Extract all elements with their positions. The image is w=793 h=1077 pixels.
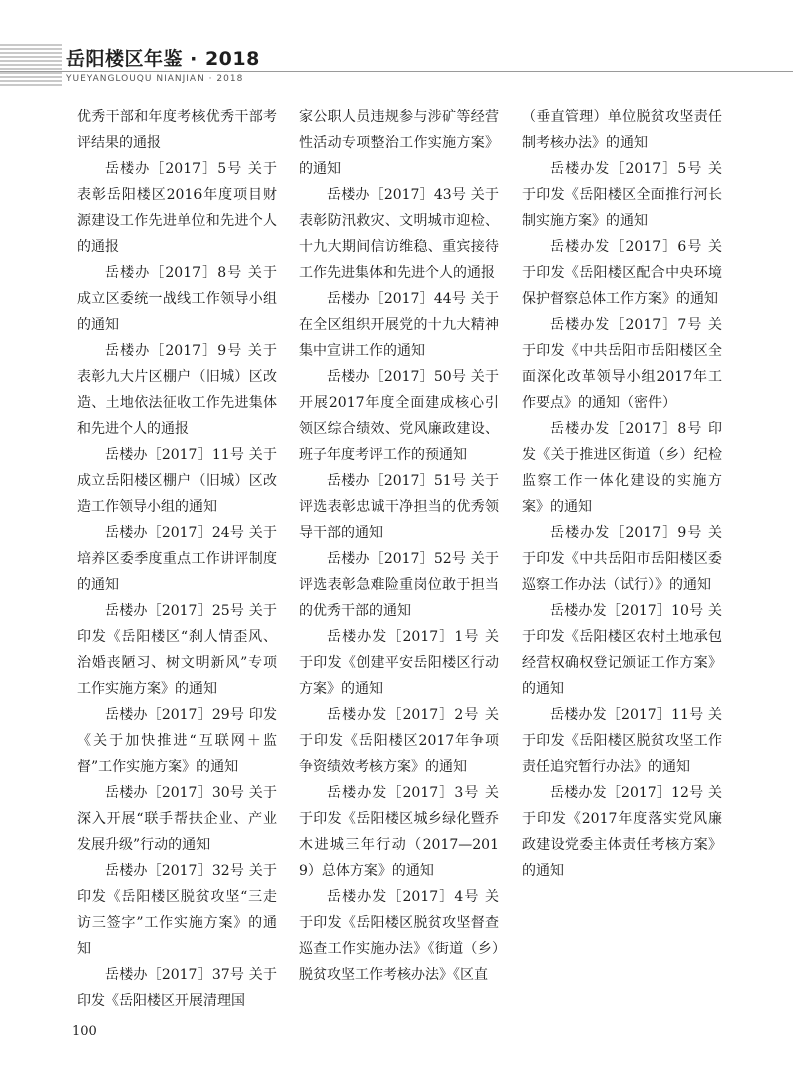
document-entry: 岳楼办发［2017］1号 关于印发《创建平安岳阳楼区行动方案》的通知 [299,629,499,697]
document-entry: 岳楼办［2017］30号 关于深入开展“联手帮扶企业、产业发展升级”行动的通知 [77,785,277,853]
text-column-1 [77,104,277,1014]
document-entry-continuation: （垂直管理）单位脱贫攻坚责任制考核办法》的通知 [522,109,722,151]
text-column-2 [299,104,499,988]
running-header-title: 岳阳楼区年鉴 · 2018 [66,48,260,70]
document-entry: 岳楼办发［2017］3号 关于印发《岳阳楼区城乡绿化暨乔木进城三年行动（2017—2019）总体方案》的通知 [299,785,499,879]
document-entry: 岳楼办［2017］9号 关于表彰九大片区棚户（旧城）区改造、土地依法征收工作先进集体和先进个人的通报 [77,343,277,437]
document-entry: 岳楼办发［2017］6号 关于印发《岳阳楼区配合中央环境保护督察总体工作方案》的通知 [522,239,722,307]
document-entry: 岳楼办［2017］24号 关于培养区委季度重点工作讲评制度的通知 [77,525,277,593]
document-entry: 岳楼办［2017］5号 关于表彰岳阳楼区2016年度项目财源建设工作先进单位和先进个人的通报 [77,161,277,255]
document-entry: 岳楼办［2017］44号 关于在全区组织开展党的十九大精神集中宣讲工作的通知 [299,291,499,359]
document-entry: 岳楼办［2017］50号 关于开展2017年度全面建成核心引领区综合绩效、党风廉政建设、班子年度考评工作的预通知 [299,369,499,463]
document-entry-continuation: 家公职人员违规参与涉矿等经营性活动专项整治工作实施方案》的通知 [299,109,499,177]
page-number: 100 [72,1024,97,1039]
document-entry-continuation: 优秀干部和年度考核优秀干部考评结果的通报 [77,109,277,151]
document-entry: 岳楼办［2017］51号 关于评选表彰忠诚干净担当的优秀领导干部的通知 [299,473,499,541]
document-entry: 岳楼办发［2017］9号 关于印发《中共岳阳市岳阳楼区委巡察工作办法（试行）》的通知 [522,525,722,593]
text-column-3 [522,104,722,884]
document-entry: 岳楼办［2017］37号 关于印发《岳阳楼区开展清理国 [77,967,277,1009]
document-entry: 岳楼办［2017］8号 关于成立区委统一战线工作领导小组的通知 [77,265,277,333]
header-stripes-decoration [0,44,62,88]
header-divider [0,71,793,72]
document-entry: 岳楼办［2017］32号 关于印发《岳阳楼区脱贫攻坚“三走访三签字”工作实施方案》的通知 [77,863,277,957]
document-entry: 岳楼办发［2017］5号 关于印发《岳阳楼区全面推行河长制实施方案》的通知 [522,161,722,229]
document-entry: 岳楼办［2017］11号 关于成立岳阳楼区棚户（旧城）区改造工作领导小组的通知 [77,447,277,515]
document-entry: 岳楼办发［2017］10号 关于印发《岳阳楼区农村土地承包经营权确权登记颁证工作方案》的通知 [522,603,722,697]
document-entry: 岳楼办发［2017］7号 关于印发《中共岳阳市岳阳楼区全面深化改革领导小组2017年工作要点》的通知（密件） [522,317,722,411]
document-entry: 岳楼办发［2017］4号 关于印发《岳阳楼区脱贫攻坚督查巡查工作实施办法》《街道（乡）脱贫攻坚工作考核办法》《区直 [299,889,499,983]
document-entry: 岳楼办发［2017］11号 关于印发《岳阳楼区脱贫攻坚工作责任追究暂行办法》的通知 [522,707,722,775]
document-entry: 岳楼办［2017］43号 关于表彰防汛救灾、文明城市迎检、十九大期间信访维稳、重宾接待工作先进集体和先进个人的通报 [299,187,499,281]
document-entry: 岳楼办［2017］25号 关于印发《岳阳楼区“刹人情歪风、治婚丧陋习、树文明新风”专项工作实施方案》的通知 [77,603,277,697]
document-entry: 岳楼办［2017］29号 印发《关于加快推进“互联网＋监督”工作实施方案》的通知 [77,707,277,775]
document-entry: 岳楼办［2017］52号 关于评选表彰急难险重岗位敢于担当的优秀干部的通知 [299,551,499,619]
document-entry: 岳楼办发［2017］2号 关于印发《岳阳楼区2017年争项争资绩效考核方案》的通知 [299,707,499,775]
document-entry: 岳楼办发［2017］8号 印发《关于推进区街道（乡）纪检监察工作一体化建设的实施方案》的通知 [522,421,722,515]
running-header-subtitle: YUEYANGLOUQU NIANJIAN · 2018 [66,74,244,84]
document-entry: 岳楼办发［2017］12号 关于印发《2017年度落实党风廉政建设党委主体责任考核方案》的通知 [522,785,722,879]
